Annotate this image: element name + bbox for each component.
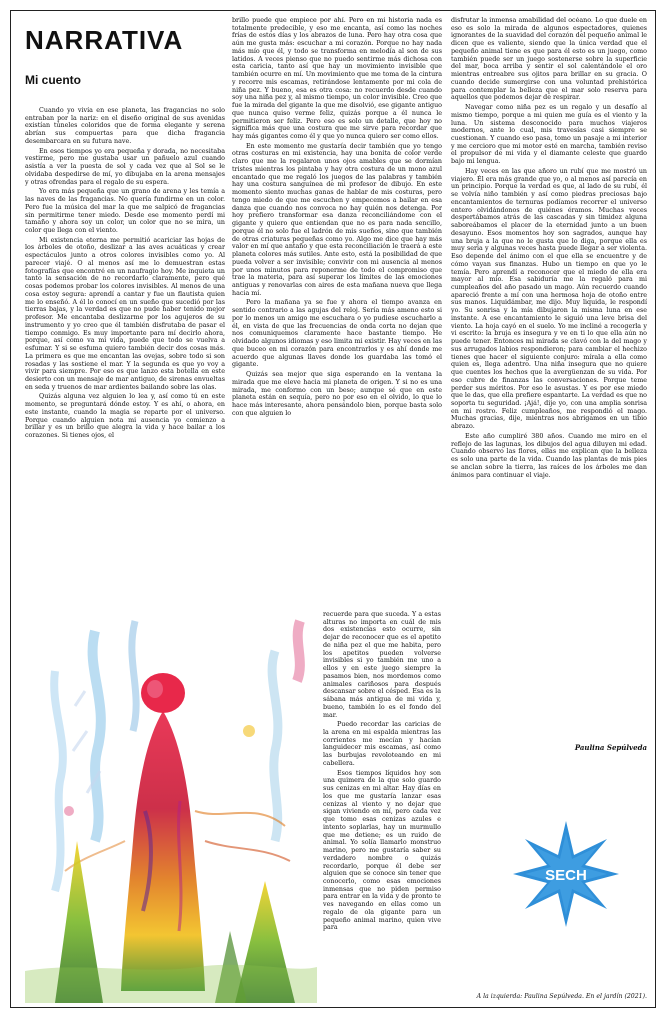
sech-logo: [511, 819, 621, 929]
painting-illustration: [25, 611, 317, 1003]
paragraph: Navegar como niña pez es un regalo y un desafío al mismo tiempo, porque a mi quien me guía es el viento y la luna. Un sistema desconocido para muchos viajeros modernos, ante lo cual, mis travesías casi siempre se cuestionan. Y cuando eso pasa, tomo un pasaje a mi interior y me cercioro que mi motor esté en marcha, también reviso el propulsor de mi vida y el diamante celeste que guardo bajo mi lengua.: [451, 104, 647, 166]
paragraph: Cuando yo vivía en ese planeta, las fragancias no solo entraban por la nariz: en el diseño original de sus avenidas existían túneles coloridos que de forma elegante y serena abrían sus compuertas para que dicha fragancia desembarcara en su futura nave.: [25, 107, 225, 145]
paragraph: Hay veces en las que añoro un rubí que me mostró un viajero. Él era más grande que yo, o al menos así parecía en un principio. Porque la verdad es que, al lado de su rubí, él se volvía niño también y así como piedras preciosas bajo encantamientos de ternuras podíamos recorrer el universo entero olvidándonos de quiénes éramos. Muchas veces despertábamos atrás de las cascadas y sin timidez alguna saboreábamos el placer de la eternidad junto a un buen desayuno. Esos momentos hoy son sagrados, aunque hay una bruja a la que no le gusta que lo diga, porque ella es muy seria y algunas veces hasta puede llegar a ser violenta. Eso depende del ánimo con el que ella se encuentre y de cómo vayan sus finanzas. Hubo un tiempo en que yo le temía. Pero aprendí a reconocer que el miedo de ella era mayor al mío. Esa sabiduría me la regaló para mi cumpleaños del año pasado un mago. Aún recuerdo cuando apareció frente a mí con una hermosa hoja de otoño entre sus manos. Liquidámbar, me dijo. Muy liquida, le respondí yo. Su sonrisa y la mía dibujaron la misma luna en ese instante. A ese encantamiento le siguió una leve brisa del viento. La hoja cayó en el suelo. Yo me incliné a recogerla y vi escrito: la bruja es insegura y ve en ti lo que ella aún no puede tener. Entonces mi mirada se clavó con la del mago y sus arrugados labios respondieron; para cambiar el hechizo tienes que hacer el siguiente conjuro: mírala a ella como quien es, llega adentro. Una niña insegura que no quiere que cuentes los hechos que la avergüenzan de su vida. Por eso cubre de finanzas las conversaciones. Porque teme perder sus méritos. Por eso le asustas. Y es por ese miedo que le das, que ella prefiere espantarte. La verdad es que no soporta tu seguridad. ¡Ajá!, dije yo, con una amplia sonrisa en mi rostro. Feliz cumpleaños, me respondió el mago. Muchas gracias, dije, mientras nos abrigamos en un tibio abrazo.: [451, 167, 647, 431]
text-column-3: [451, 17, 647, 735]
paragraph: disfrutar la inmensa amabilidad del océano. Lo que duele en eso es solo la mirada de algunos espectadores, quienes ignorantes de la suavidad del corazón del pequeño animal le dicen que es valiente, siendo que la única verdad que el pequeño animal tiene es que para él esto es un juego, como también puede ser un juego sostenerse sobre la superficie del mar, boca arriba y sentir el sol calentándole el oro mientras entreabre sus ojitos para brillar en su gracia. O cuando decide sumergirse con una voluntad prehistórica para contemplar la belleza que el mar solo reserva para aquellos que podemos dejar de respirar.: [451, 17, 647, 102]
paragraph: Quizás sea mejor que siga esperando en la ventana la mirada que me eleve hacia mi planeta de origen. Y si no es una mirada, me conformo con un beso; aunque sé que en este planeta están en sequía, pero no por eso en el olvido, lo que lo hace más interesante, ahora pensándolo bien, porque basta solo con que alguien lo: [232, 371, 442, 417]
section-title: NARRATIVA: [25, 25, 184, 55]
story-title: Mi cuento: [25, 73, 81, 87]
paragraph: En esos tiempos yo era pequeña y dorada, no necesitaba vestirme, pero me gustaba usar un pañuelo azul cuando asistía a ver la puesta de sol y cada vez que al Sol se le olvidaba despedirse de mí, yo dibujaba en la arena mensajes y otras ofrendas para el regalo de su espera.: [25, 147, 225, 186]
paragraph: recuerde para que suceda. Y a estas alturas no importa en cuál de mis dos existencias esto ocurre, sin dejar de reconocer que es el apetito de niña pez el que me habita, pero los apetitos pueden volverse invisibles si yo también me uno a ellos y en este juego siempre la pasamos bien, nos mordemos como animales cariñosos para después descansar sobre el césped. Esa es la sábana más antigua de mi vida y, bueno, también lo es el fondo del mar.: [323, 611, 441, 719]
paragraph: Esos tiempos líquidos hoy son una quimera de la que solo guardo sus cenizas en mi altar. Hay días en los que me gustaría lanzar esas cenizas al viento y no dejar que sigan viviendo en mí, pero cada vez que tomo esas cenizas azules e intento soplarlas, hay un murmullo que me detiene; es un ruido de animal. Yo solía llamarlo monstruo marino, pero me gustaría saber su verdadero nombre o quizás recordarlo, porque él debe ser alguien que se conoce sin tener que conocerlo, como esas emociones inmensas que no piden permiso para entrar en la vida y de pronto te ves navegando en ellas como un regalo de ola gigante para un pequeño animal marino, quien vive para: [323, 769, 441, 932]
paragraph: Quizás alguna vez alguien lo lea y, así como tú en este momento, se preguntará dónde estoy. Y es ahí, o ahora, en este instante, cuando la magia se reparte por el universo. Porque cuando alguien nota mi ausencia yo comienzo a brillar y es un brillo que alegra la vida y hace bailar a los corazones. Si tienes ojos, el: [25, 393, 225, 440]
text-column-2-bottom: [323, 611, 441, 1007]
star-logo-icon: [511, 819, 621, 929]
watercolor-painting: [25, 611, 317, 1003]
magazine-page: [10, 10, 656, 1008]
author-signature: Paulina Sepúlveda: [574, 743, 647, 752]
paragraph: Puedo recordar las caricias de la arena en mi espalda mientras las corrientes me mecían y hacían languidecer mis escamas, así como las burbujas revoloteando en mi cabellera.: [323, 721, 441, 767]
paragraph: En este momento me gustaría decir también que yo tengo otras costuras en mi existencia, hay una bonita de color verde claro que me la regalaron unos ojos amables que se dormían tristes mientras los pintaba y hay otra costura de un mono azul encantado que me regaló los juegos de las palabras y también hay una costura sanguínea de mi profesor de dibujo. En este momento siento muchas ganas de hablar de mis costuras, pero tengo miedo de que me escuchen y empecemos a bailar en esa danza que cuando nos convoca no hay quién nos detenga. Por hoy prefiero transformar esa danza reconciliándome con el gigante y quiero que entiendan que no es para nada sencillo, porque él no solo fue el ladrón de mis sueños, sino que también de otras criaturas pequeñas como yo. Algo me dice que hay más valor en mí que antaño y que esta reconciliación le traerá a este planeta colores más sutiles. Ante esto, está la posibilidad de que pueda volver a ser invisible; convivir con mi ausencia al menos por unos minutos para reponerme de todo el compromiso que trae la materia, para así superar los límites de las emociones antiguas y renovarlas con aires de esta mañana nueva que llega hacia mí.: [232, 142, 442, 297]
paragraph: Este año cumpliré 380 años. Cuando me miro en el reflejo de las lagunas, los dibujos del agua diluyen mi edad. Cuando observo las flores, ellas me explican que la belleza es solo una parte de la vida. Cuando las plantas de mis pies se anclan sobre la tierra, las raíces de los árboles me dan ánimos para continuar el viaje.: [451, 432, 647, 479]
text-column-2-top: [232, 17, 442, 605]
paragraph: Yo era más pequeña que un grano de arena y les temía a las naves de las fragancias. No quería fundirme en un color. Pero fue la música del mar la que me salpicó de fragancias sin permitirme tener miedo. Desde ese momento perdí mi tamaño y ahora soy un color, un color que no se mira, un color que llega con el viento.: [25, 188, 225, 235]
text-column-1: [25, 107, 225, 605]
paragraph: Mi existencia eterna me permitió acariciar las hojas de los árboles de otoño, deslizar a las aves acuáticas y crear espectáculos junto a otros colores invisibles como yo. Al parecer viajé. O al menos así me lo demuestran estas fotografías que encontré en un naufragio hoy. Me inquieta un tanto la sensación de no recordarlo claramente, pero qué cosas podemos probar los colores invisibles. Al menos de una cosa estoy segura: aprendí a cantar y fue un flautista quien me lo enseñó. A él lo conocí en un sueño que sucedió por las tierras bajas, y la verdad es que no pude haber tenido mejor profesor. Me encantaba deslizarme por los agujeros de su instrumento y yo creo que él también disfrutaba de pasar el tiempo conmigo. Es muy importante para mí decirlo ahora, porque, así como va mi vida, puede que todo se vuelva a esfumar. Y si se esfuma quiero también decir dos cosas más. La primera es que me encantan las ovejas, sobre todo si son rosadas y las sostiene el mar. Y la segunda es que yo voy a vivir para siempre. Por eso es que lanzo esta botella en este desierto con un mensaje de mar antiguo, de sirenas envueltas en seda y truenos de mar ardientes bailando sobre las olas.: [25, 236, 225, 391]
paragraph: brillo puede que empiece por ahí. Pero en mi historia nada es totalmente predecible, y eso me encanta, así como las noches frías de estos días y los abrazos de luna. Pero hay otra cosa que aún me gusta más: escuchar a mi corazón. Porque no hay nada más mío que él, y todo se transforma en melodía al son de sus latidos. A veces pienso que no puedo sentirme más dichosa con esta caricia, tanto así que hay un movimiento invisible que también ocurre en mí. Un movimiento que me toma de la cintura y recorre mis escamas, retirándose lentamente por mi cola de niña pez. Y bueno, esa es otra cosa: no recuerdo desde cuando soy una niña pez y, al mismo tiempo, un color invisible. Creo que fue la mirada del gigante la que me disolvió, ese gigante antiguo que nunca quiso verme feliz, quizás porque a él nunca le permitieron ser feliz. Pero eso es solo un detalle, que hoy no significa más que una costura que me sirve para recordar que hay más gigantes como él y que yo nunca quiero ser como ellos.: [232, 17, 442, 141]
logo-text: SECH: [545, 867, 587, 884]
photo-caption: A la izquierda: Paulina Sepúlveda. En el jardín (2021).: [476, 993, 647, 1000]
paragraph: Pero la mañana ya se fue y ahora el tiempo avanza en sentido contrario a las agujas del reloj. Sería más ameno esto si por lo menos un amigo me escuchara o yo pudiese escucharlo a él, en vista de que las frecuencias de onda corta no dejan que nos comuniquemos claramente hace bastante tiempo. He olvidado algunos idiomas y eso limita mi existir. Hay veces en las que buceo en mi corazón para encontrarlos y es ahí donde me acuerdo que algunas llaves donde los guardaba las tomó el gigante.: [232, 299, 442, 369]
